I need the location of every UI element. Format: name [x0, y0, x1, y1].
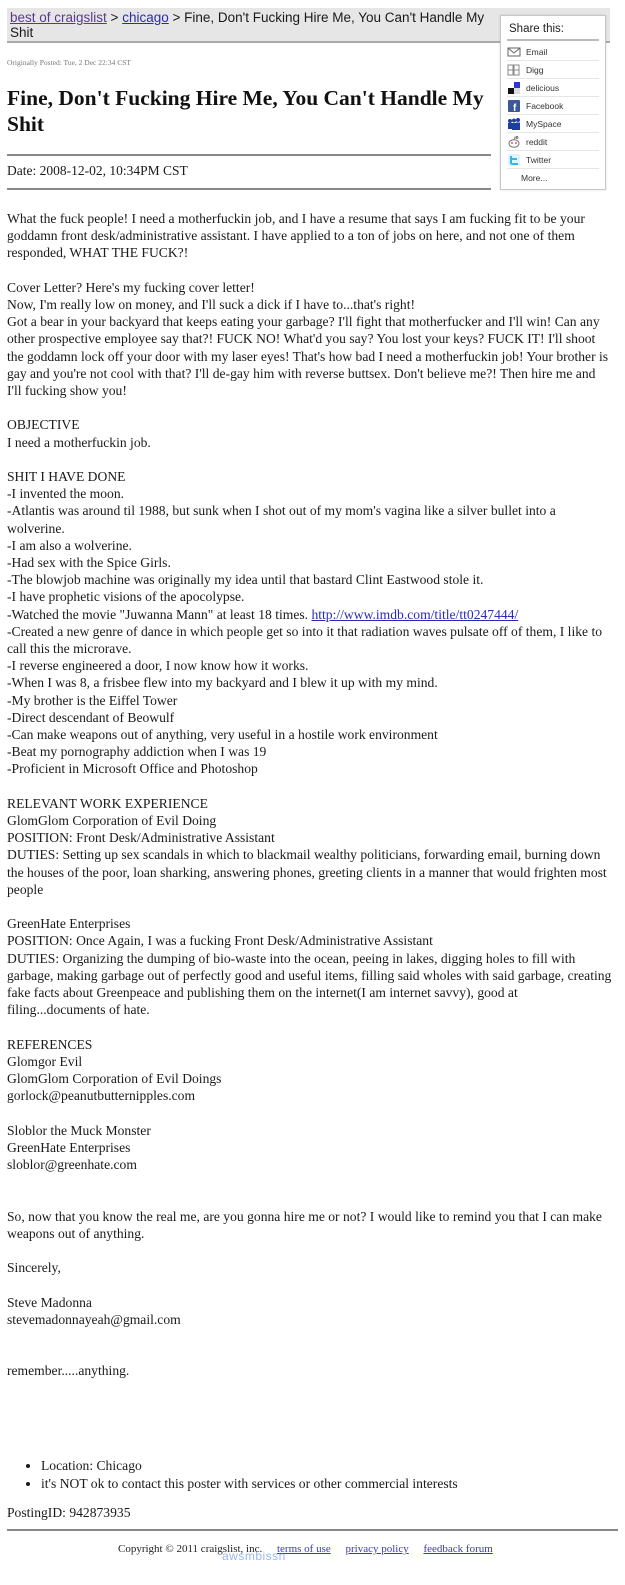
- posting-meta-list: [7, 1457, 458, 1492]
- privacy-link[interactable]: privacy policy: [345, 1543, 409, 1555]
- done-item: -Can make weapons out of anything, very useful in a hostile work environment: [7, 727, 438, 743]
- work-heading: RELEVANT WORK EXPERIENCE: [7, 795, 208, 811]
- posting-id: PostingID: 942873935: [7, 1505, 131, 1520]
- breadcrumb-separator: >: [168, 10, 185, 25]
- cover-line: Now, I'm really low on money, and I'll suck a dick if I have to...that's right!: [7, 297, 416, 312]
- ref-name: Sloblor the Muck Monster: [7, 1122, 151, 1138]
- done-item-text: -Watched the movie "Juwanna Mann" at least 18 times.: [7, 606, 312, 622]
- signature-email: stevemadonnayeah@gmail.com: [7, 1311, 181, 1327]
- digg-icon: [507, 64, 521, 76]
- done-item: -Direct descendant of Beowulf: [7, 709, 175, 725]
- twitter-icon: [507, 154, 521, 166]
- share-list: [507, 43, 599, 186]
- share-label: MySpace: [526, 118, 562, 129]
- copyright: Copyright © 2011 craigslist, inc.: [118, 1543, 263, 1555]
- ref-company: GreenHate Enterprises: [7, 1139, 131, 1155]
- share-delicious[interactable]: [507, 79, 599, 97]
- divider: [7, 1529, 618, 1531]
- ref-company: GlomGlom Corporation of Evil Doings: [7, 1071, 222, 1087]
- myspace-icon: [507, 118, 521, 130]
- done-item: -Beat my pornography addiction when I was 19: [7, 744, 267, 760]
- share-facebook[interactable]: [507, 97, 599, 115]
- job-duties: DUTIES: Setting up sex scandals in which to blackmail wealthy politicians, forwarding email, burning down the houses of the poor, loan sharking, answering phones, greeting clients in a manner that would frighten most people: [7, 847, 607, 897]
- ref-email: sloblor@greenhate.com: [7, 1157, 137, 1173]
- refs-heading: REFERENCES: [7, 1036, 93, 1052]
- done-item: -Created a new genre of dance in which people get so into it that radiation waves pulsate off of them, I like to call this the microrave.: [7, 623, 603, 657]
- intro-paragraph: What the fuck people! I need a motherfuckin job, and I have a resume that says I am fucking fit to be your goddamn front desk/administrative assistant. I have applied to a ton of jobs on here, and not one of them responded, WHAT THE FUCK?!: [7, 211, 585, 261]
- svg-text:f: f: [513, 102, 517, 112]
- originally-posted: Originally Posted: Tue, 2 Dec 22:34 CST: [7, 58, 131, 67]
- breadcrumb-best-of-link[interactable]: best of craigslist: [10, 10, 107, 25]
- signature-name: Steve Madonna: [7, 1294, 92, 1310]
- share-label: Digg: [526, 64, 544, 75]
- done-item: -I reverse engineered a door, I now know how it works.: [7, 658, 309, 674]
- delicious-icon: [507, 82, 521, 94]
- share-digg[interactable]: [507, 61, 599, 79]
- feedback-link[interactable]: feedback forum: [423, 1543, 493, 1555]
- watermark: awsmbissn: [222, 1549, 286, 1563]
- done-heading: SHIT I HAVE DONE: [7, 469, 126, 484]
- job-duties: DUTIES: Organizing the dumping of bio-waste into the ocean, peeing in lakes, digging holes to fill with garbage, making garbage out of perfectly good and useful items, filling said wholes with said garbage, creating fake facts about Greenpeace and publishing them on the internet(I am internet savvy), good at filing...documents of hate.: [7, 950, 612, 1018]
- done-item: -My brother is the Eiffel Tower: [7, 692, 178, 708]
- sincerely: Sincerely,: [7, 1260, 61, 1276]
- breadcrumb-city-link[interactable]: chicago: [122, 10, 169, 25]
- objective-heading: OBJECTIVE: [7, 417, 80, 433]
- cover-line: Got a bear in your backyard that keeps eating your garbage? I'll fight that motherfucker and I'll win! Can any other prospective employee say that?! FUCK NO! What'd you say? You lost your keys? FUCK IT! I'll shoot the goddamn lock off your door with my laser eyes! That's how bad I need a motherfuckin job! Your brother is gay and you're not cool with that? I'll de-gay him with reverse buttsex. Don't believe me?! Then hire me and I'll fucking show you!: [7, 314, 609, 399]
- done-item: -I invented the moon.: [7, 486, 125, 502]
- contact-note-item: • it's NOT ok to contact this poster with services or other commercial interests: [41, 1475, 458, 1493]
- job-company: GreenHate Enterprises: [7, 916, 131, 932]
- done-item: -When I was 8, a frisbee flew into my backyard and I blew it up with my mind.: [7, 675, 438, 691]
- breadcrumb: [10, 10, 490, 40]
- page-title: Fine, Don't Fucking Hire Me, You Can't Handle My Shit: [7, 86, 484, 136]
- share-title: Share this:: [507, 16, 599, 41]
- breadcrumb-current: Fine, Don't Fucking Hire Me, You Can't Handle My Shit: [10, 10, 485, 40]
- share-label: Email: [526, 46, 548, 57]
- share-myspace[interactable]: [507, 115, 599, 133]
- post-date: Date: 2008-12-02, 10:34PM CST: [7, 163, 188, 178]
- divider: [7, 154, 491, 156]
- closing-paragraph: So, now that you know the real me, are you gonna hire me or not? I would like to remind you that I can make weapons out of anything.: [7, 1208, 602, 1241]
- ref-name: Glomgor Evil: [7, 1053, 83, 1069]
- done-item: -Proficient in Microsoft Office and Photoshop: [7, 761, 258, 777]
- footer: [118, 1543, 493, 1555]
- posting-body: [7, 210, 612, 1380]
- job-position: POSITION: Front Desk/Administrative Assistant: [7, 830, 275, 846]
- job-position: POSITION: Once Again, I was a fucking Front Desk/Administrative Assistant: [7, 933, 433, 949]
- share-label: delicious: [526, 82, 560, 93]
- done-item: -I have prophetic visions of the apocolypse.: [7, 589, 245, 605]
- cover-line: Cover Letter? Here's my fucking cover letter!: [7, 279, 255, 295]
- share-email[interactable]: [507, 43, 599, 61]
- objective-text: I need a motherfuckin job.: [7, 434, 151, 450]
- reddit-icon: [507, 136, 521, 148]
- done-item: -Atlantis was around til 1988, but sunk when I shot out of my mom's vagina like a silver bullet into a wolverine.: [7, 503, 556, 536]
- share-box: [500, 15, 606, 190]
- share-reddit[interactable]: [507, 133, 599, 151]
- share-more-link[interactable]: More...: [521, 172, 548, 183]
- ref-email: gorlock@peanutbutternipples.com: [7, 1088, 196, 1104]
- breadcrumb-separator: >: [106, 10, 123, 25]
- share-label: Facebook: [526, 100, 564, 111]
- terms-link[interactable]: terms of use: [276, 1543, 331, 1555]
- done-item: [7, 606, 612, 623]
- job-company: GlomGlom Corporation of Evil Doing: [7, 813, 217, 829]
- share-more[interactable]: [507, 169, 599, 186]
- done-item: -The blowjob machine was originally my idea until that bastard Clint Eastwood stole it.: [7, 572, 484, 588]
- divider: [7, 188, 491, 190]
- imdb-link[interactable]: http://www.imdb.com/title/tt0247444/: [311, 606, 519, 622]
- postscript: remember.....anything.: [7, 1363, 130, 1379]
- share-label: reddit: [526, 136, 548, 147]
- done-item: -Had sex with the Spice Girls.: [7, 555, 171, 571]
- share-twitter[interactable]: [507, 151, 599, 169]
- location-item: • Location: Chicago: [41, 1457, 458, 1475]
- facebook-icon: [507, 100, 521, 112]
- done-item: -I am also a wolverine.: [7, 537, 132, 553]
- envelope-icon: [507, 46, 521, 58]
- share-label: Twitter: [526, 154, 552, 165]
